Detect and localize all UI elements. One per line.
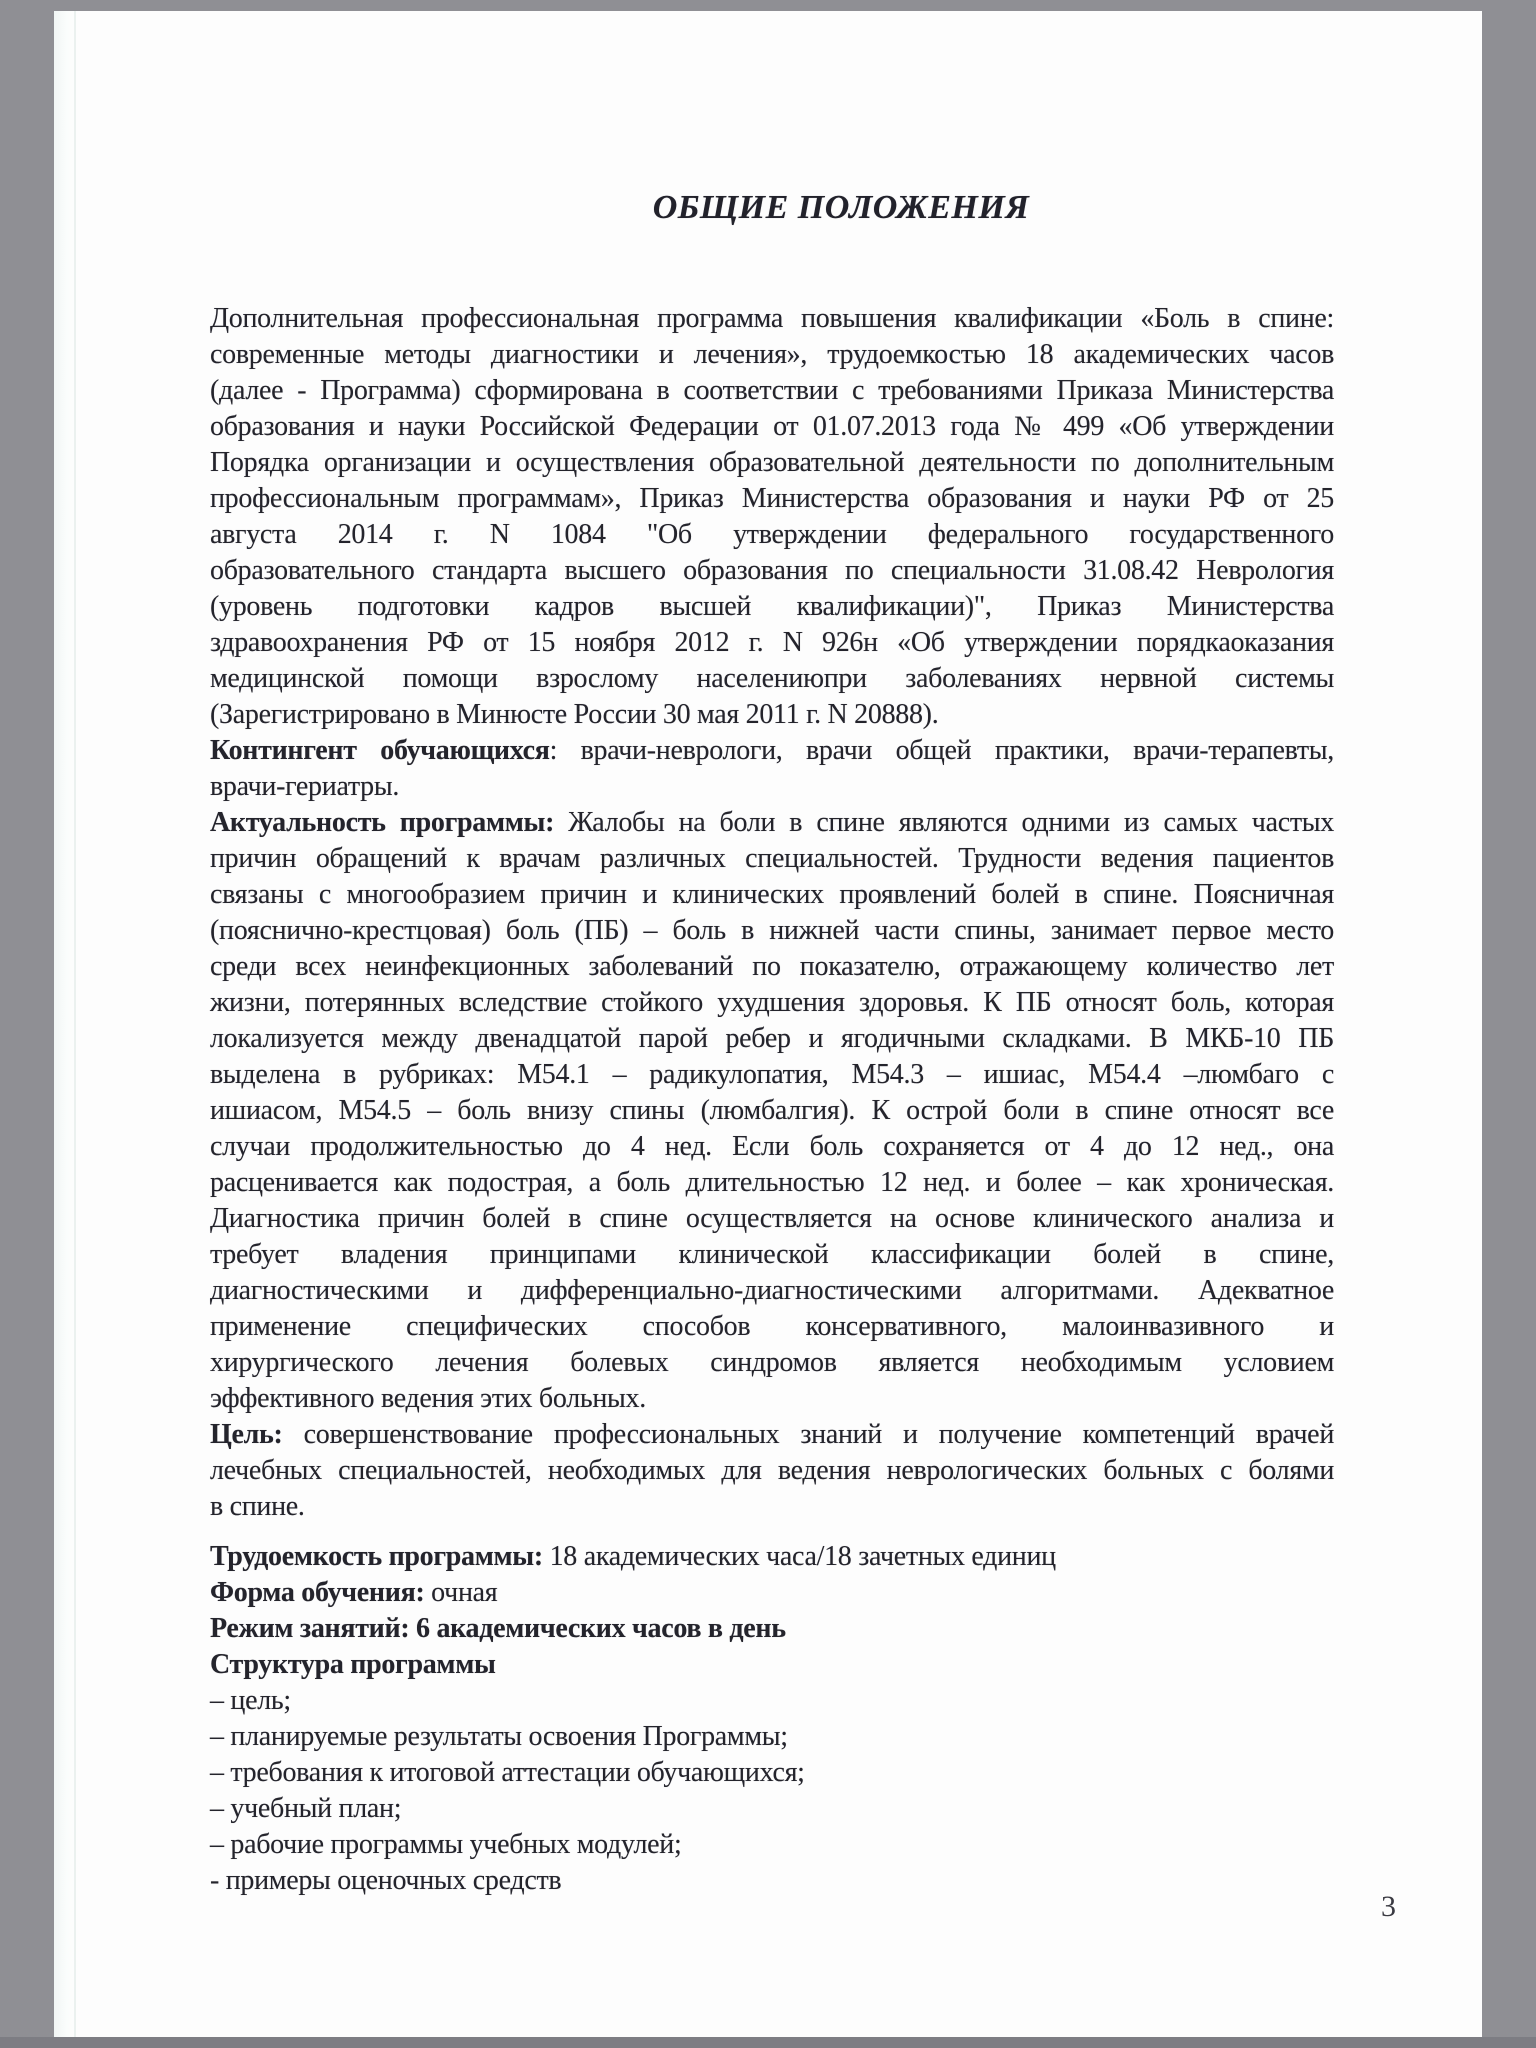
text-line [210,445,1334,481]
text-run: – цель; [210,1685,291,1716]
text-run: лечебных специальностей, необходимых для ведения неврологических больных с болями [210,1455,1334,1486]
document-page [54,11,1482,2037]
text-run: – рабочие программы учебных модулей; [210,1829,682,1860]
text-run: здравоохранения РФ от 15 ноября 2012 г. N 926н «Об утверждении порядкаоказания [210,627,1334,658]
text-line [210,1417,1334,1453]
text-run: совершенствование профессиональных знаний и получение компетенций врачей [282,1419,1334,1450]
text-run: современные методы диагностики и лечения», трудоемкостью 18 академических часов [210,339,1334,370]
text-run: диагностическими и дифференциально-диагностическими алгоритмами. Адекватное [210,1275,1334,1306]
text-line [210,517,1334,553]
text-run: Диагностика причин болей в спине осуществляется на основе клинического анализа и [210,1203,1334,1234]
page-left-edge-shadow [54,11,76,2037]
text-line [210,1611,1334,1647]
text-run: медицинской помощи взрослому населениюпри заболеваниях нервной системы [210,663,1334,694]
text-run: (Зарегистрировано в Минюсте России 30 мая 2011 г. N 20888). [210,699,939,730]
text-run: августа 2014 г. N 1084 "Об утверждении федерального государственного [210,519,1334,550]
text-line [210,913,1334,949]
text-run: (уровень подготовки кадров высшей квалификации)", Приказ Министерства [210,591,1334,622]
document-content [210,11,1334,1899]
intro-paragraph [210,301,1334,733]
text-run: очная [424,1577,498,1608]
text-line [210,769,1334,805]
text-line [210,337,1334,373]
bold-text-run: Актуальность программы: [210,807,555,838]
text-line [210,1165,1334,1201]
text-line [210,1791,1334,1827]
text-run: образования и науки Российской Федерации от 01.07.2013 года № 499 «Об утверждении [210,411,1334,442]
viewer-bottom-bar [0,2037,1536,2048]
text-run: применение специфических способов консервативного, малоинвазивного и [210,1311,1334,1342]
text-run: (пояснично-крестцовая) боль (ПБ) – боль в нижней части спины, занимает первое место [210,915,1334,946]
page-left-edge-line [74,11,76,2037]
text-line [210,985,1334,1021]
contingent-paragraph [210,733,1334,805]
text-line [210,805,1334,841]
text-line [210,1021,1334,1057]
text-line [210,841,1334,877]
text-line [210,625,1334,661]
bold-text-run: Структура программы [210,1649,496,1680]
text-run: в спине. [210,1491,305,1522]
text-run: ишиасом, М54.5 – боль внизу спины (люмбалгия). К острой боли в спине относят все [210,1095,1334,1126]
text-line [210,733,1334,769]
text-line [210,697,1334,733]
text-line [210,1863,1334,1899]
text-line [210,1827,1334,1863]
text-line [210,1489,1334,1525]
program-params [210,1539,1334,1683]
text-run: – учебный план; [210,1793,402,1824]
text-run: – планируемые результаты освоения Программы; [210,1721,788,1752]
text-run: образовательного стандарта высшего образования по специальности 31.08.42 Неврология [210,555,1334,586]
text-line [210,1381,1334,1417]
text-run: профессиональным программам», Приказ Министерства образования и науки РФ от 25 [210,483,1334,514]
text-run: (далее - Программа) сформирована в соответствии с требованиями Приказа Министерства [210,375,1334,406]
text-run: среди всех неинфекционных заболеваний по показателю, отражающему количество лет [210,951,1334,982]
text-line [210,1755,1334,1791]
text-run: Порядка организации и осуществления образовательной деятельности по дополнительным [210,447,1334,478]
text-run: - примеры оценочных средств [210,1865,562,1896]
text-run: причин обращений к врачам различных специальностей. Трудности ведения пациентов [210,843,1334,874]
text-line [210,1647,1334,1683]
text-line [210,409,1334,445]
text-run: локализуется между двенадцатой парой ребер и ягодичными складками. В МКБ-10 ПБ [210,1023,1334,1054]
bold-text-run: Форма обучения: [210,1577,425,1608]
text-line [210,661,1334,697]
bold-text-run: Цель: [210,1419,283,1450]
page-number: 3 [1381,1890,1396,1923]
text-run: требует владения принципами клинической классификации болей в спине, [210,1239,1334,1270]
text-line [210,1719,1334,1755]
text-run: жизни, потерянных вследствие стойкого ухудшения здоровья. К ПБ относят боль, которая [210,987,1334,1018]
text-line [210,1683,1334,1719]
text-run: случаи продолжительностью до 4 нед. Если боль сохраняется от 4 до 12 нед., она [210,1131,1334,1162]
text-run: связаны с многообразием причин и клинических проявлений болей в спине. Поясничная [210,879,1334,910]
program-structure-list [210,1683,1334,1899]
text-run: Дополнительная профессиональная программа повышения квалификации «Боль в спине: [210,303,1334,334]
text-run: – требования к итоговой аттестации обучающихся; [210,1757,805,1788]
text-line [210,1309,1334,1345]
text-run: Жалобы на боли в спине являются одними из самых частых [554,807,1334,838]
text-line [210,1237,1334,1273]
document-title: ОБЩИЕ ПОЛОЖЕНИЯ [652,189,1030,226]
text-line [210,1093,1334,1129]
document-body [210,301,1334,1899]
bold-text-run: Контингент обучающихся [210,735,550,766]
text-line [210,949,1334,985]
text-run: хирургического лечения болевых синдромов является необходимым условием [210,1347,1334,1378]
text-run: : врачи-неврологи, врачи общей практики, врачи-терапевты, [549,735,1334,766]
text-line [210,1345,1334,1381]
text-line [210,1453,1334,1489]
text-line [210,481,1334,517]
text-line [210,877,1334,913]
bold-text-run: Трудоемкость программы: [210,1541,543,1572]
text-run: эффективного ведения этих больных. [210,1383,646,1414]
text-line [210,1575,1334,1611]
relevance-paragraph [210,805,1334,1417]
text-line [210,301,1334,337]
text-run: 18 академических часа/18 зачетных единиц [542,1541,1056,1572]
text-run: выделена в рубриках: М54.1 – радикулопатия, М54.3 – ишиас, М54.4 –люмбаго с [210,1059,1334,1090]
text-line [210,1201,1334,1237]
text-run: расценивается как подострая, а боль длительностью 12 нед. и более – как хроническая. [210,1167,1334,1198]
goal-paragraph [210,1417,1334,1525]
text-line [210,553,1334,589]
text-line [210,1057,1334,1093]
text-line [210,1273,1334,1309]
text-line [210,1539,1334,1575]
text-line [210,1129,1334,1165]
bold-text-run: Режим занятий: 6 академических часов в день [210,1613,786,1644]
text-line [210,373,1334,409]
text-line [210,589,1334,625]
text-run: врачи-гериатры. [210,771,400,802]
